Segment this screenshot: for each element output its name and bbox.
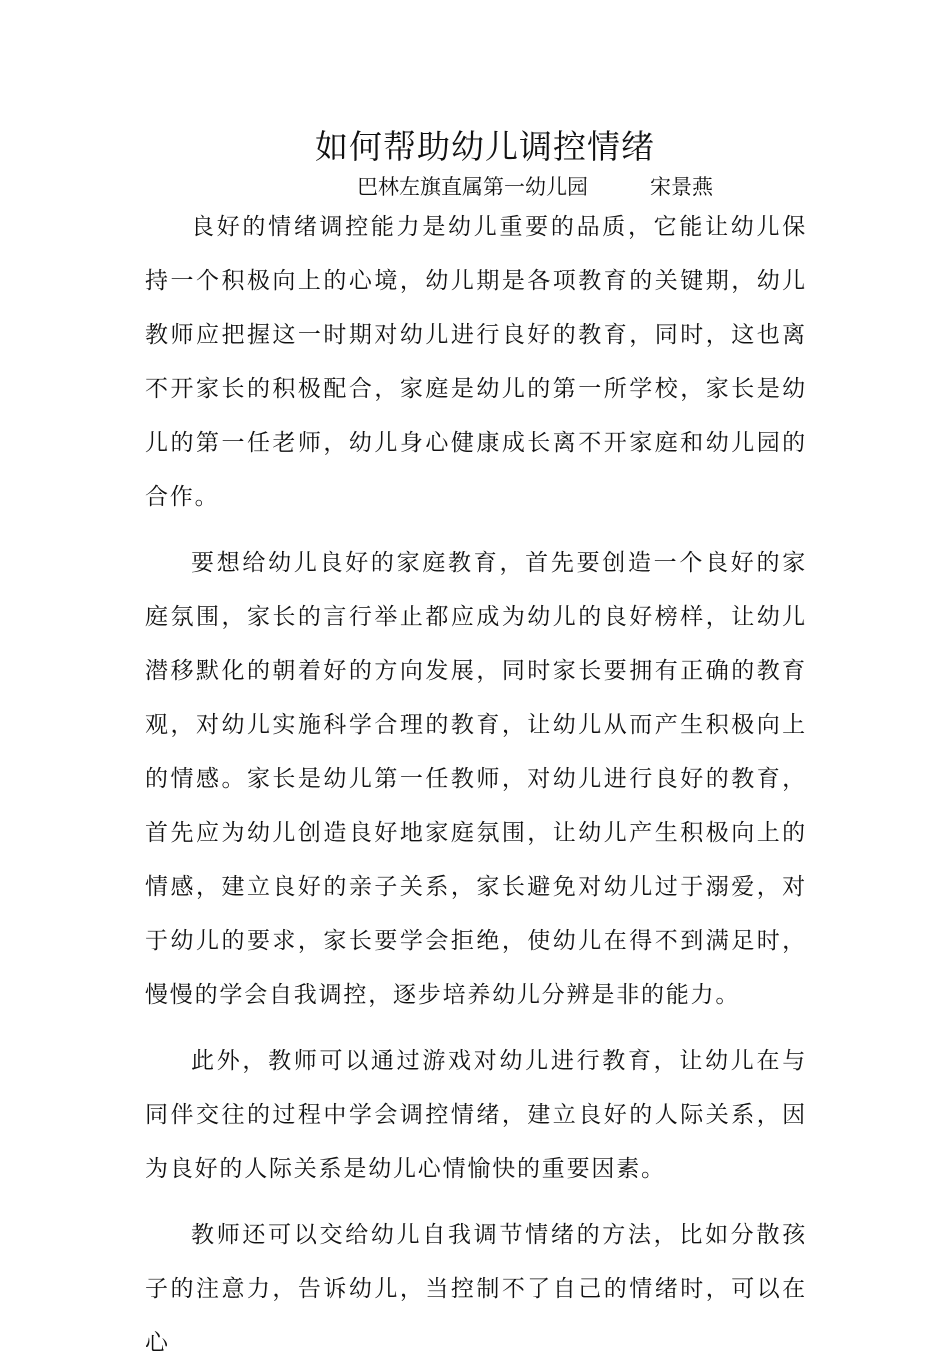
paragraph: 此外，教师可以通过游戏对幼儿进行教育，让幼儿在与同伴交往的过程中学会调控情绪，建立良好的人际关系，因为良好的人际关系是幼儿心情愉快的重要因素。 — [145, 1048, 807, 1182]
byline — [357, 170, 713, 204]
school-name: 巴林左旗直属第一幼儿园 — [357, 175, 588, 199]
document-body — [145, 200, 807, 1370]
paragraph: 教师还可以交给幼儿自我调节情绪的方法，比如分散孩子的注意力，告诉幼儿，当控制不了自己的情绪时，可以在心 — [145, 1222, 807, 1356]
author-name: 宋景燕 — [650, 175, 713, 199]
paragraph: 要想给幼儿良好的家庭教育，首先要创造一个良好的家庭氛围，家长的言行举止都应成为幼儿的良好榜样，让幼儿潜移默化的朝着好的方向发展，同时家长要拥有正确的教育观，对幼儿实施科学合理的教育，让幼儿从而产生积极向上的情感。家长是幼儿第一任教师，对幼儿进行良好的教育，首先应为幼儿创造良好地家庭氛围，让幼儿产生积极向上的情感，建立良好的亲子关系，家长避免对幼儿过于溺爱，对于幼儿的要求，家长要学会拒绝，使幼儿在得不到满足时，慢慢的学会自我调控，逐步培养幼儿分辨是非的能力。 — [145, 550, 807, 1008]
paragraph: 良好的情绪调控能力是幼儿重要的品质，它能让幼儿保持一个积极向上的心境，幼儿期是各项教育的关键期，幼儿教师应把握这一时期对幼儿进行良好的教育，同时，这也离不开家长的积极配合，家庭是幼儿的第一所学校，家长是幼儿的第一任老师，幼儿身心健康成长离不开家庭和幼儿园的合作。 — [145, 214, 807, 510]
document-title: 如何帮助幼儿调控情绪 — [315, 127, 655, 166]
